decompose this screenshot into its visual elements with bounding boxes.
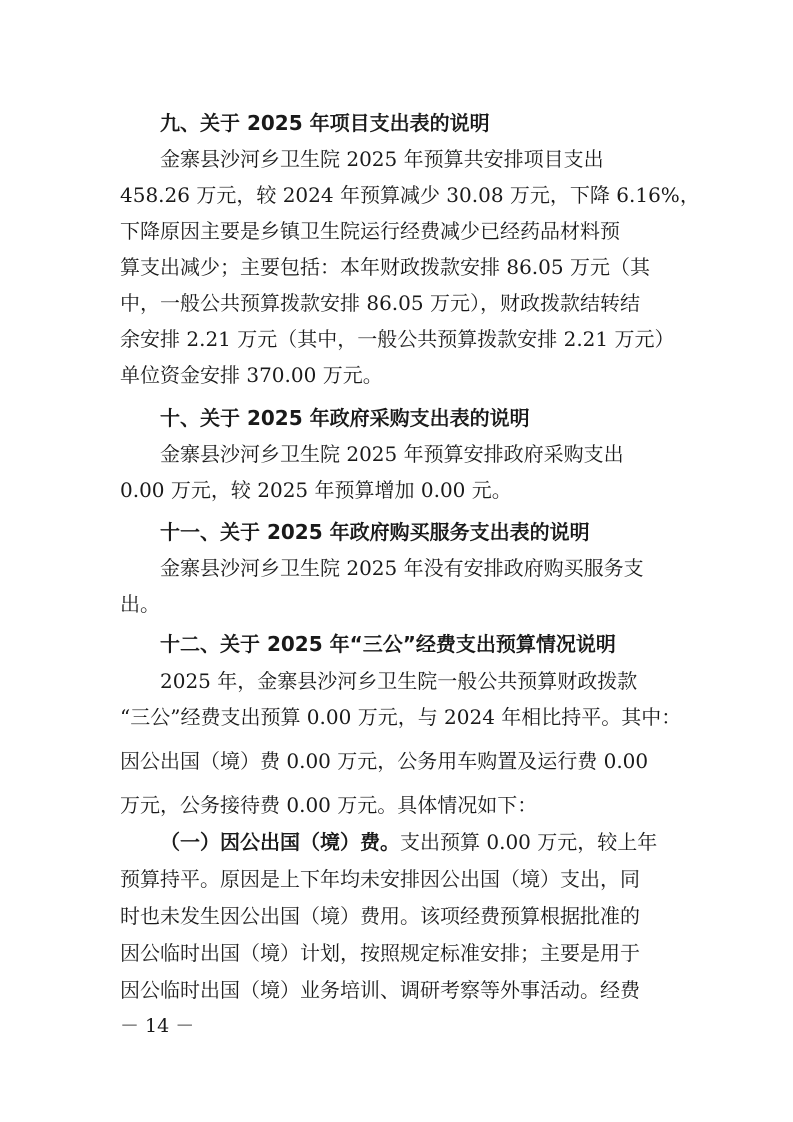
section-heading-10: 十、关于 2025 年政府采购支出表的说明 — [160, 406, 530, 430]
paragraph-line: 出。 — [120, 592, 160, 616]
paragraph-line: 单位资金安排 370.00 万元。 — [120, 363, 383, 387]
paragraph-line: 算支出减少；主要包括：本年财政拨款安排 86.05 万元（其 — [120, 255, 650, 279]
paragraph-line: 万元，公务接待费 0.00 万元。具体情况如下： — [120, 793, 538, 817]
paragraph-line: 因公临时出国（境）业务培训、调研考察等外事活动。经费 — [120, 978, 640, 1002]
paragraph-line: 因公临时出国（境）计划，按照规定标准安排；主要是用于 — [120, 941, 640, 965]
paragraph-line: 金寨县沙河乡卫生院 2025 年预算共安排项目支出 — [160, 147, 604, 171]
subsection-lead: （一）因公出国（境）费。 — [160, 830, 400, 854]
paragraph-line: 因公出国（境）费 0.00 万元，公务用车购置及运行费 0.00 — [120, 749, 649, 773]
section-heading-11: 十一、关于 2025 年政府购买服务支出表的说明 — [160, 520, 590, 544]
section-heading-9: 九、关于 2025 年项目支出表的说明 — [160, 111, 490, 135]
paragraph-line: 金寨县沙河乡卫生院 2025 年没有安排政府购买服务支 — [160, 556, 644, 580]
paragraph-line: 458.26 万元，较 2024 年预算减少 30.08 万元，下降 6.16%， — [120, 183, 700, 207]
paragraph-line: 金寨县沙河乡卫生院 2025 年预算安排政府采购支出 — [160, 442, 624, 466]
paragraph-line: 下降原因主要是乡镇卫生院运行经费减少已经药品材料预 — [120, 219, 620, 243]
section-heading-12: 十二、关于 2025 年“三公”经费支出预算情况说明 — [160, 632, 616, 656]
paragraph-line: 中，一般公共预算拨款安排 86.05 万元），财政拨款结转结 — [120, 291, 640, 315]
paragraph-line: 时也未发生因公出国（境）费用。该项经费预算根据批准的 — [120, 904, 640, 928]
paragraph-line: 余安排 2.21 万元（其中，一般公共预算拨款安排 2.21 万元） — [120, 327, 675, 351]
paragraph-line: 2025 年，金寨县沙河乡卫生院一般公共预算财政拨款 — [160, 669, 638, 693]
paragraph-text: 支出预算 0.00 万元，较上年 — [400, 830, 658, 854]
page-number: － 14 － — [120, 1015, 195, 1037]
paragraph-line: 0.00 万元，较 2025 年预算增加 0.00 元。 — [120, 478, 512, 502]
paragraph-line-with-lead — [160, 828, 657, 856]
paragraph-line: 预算持平。原因是上下年均未安排因公出国（境）支出，同 — [120, 867, 640, 891]
paragraph-line: “三公”经费支出预算 0.00 万元，与 2024 年相比持平。其中： — [120, 705, 682, 729]
